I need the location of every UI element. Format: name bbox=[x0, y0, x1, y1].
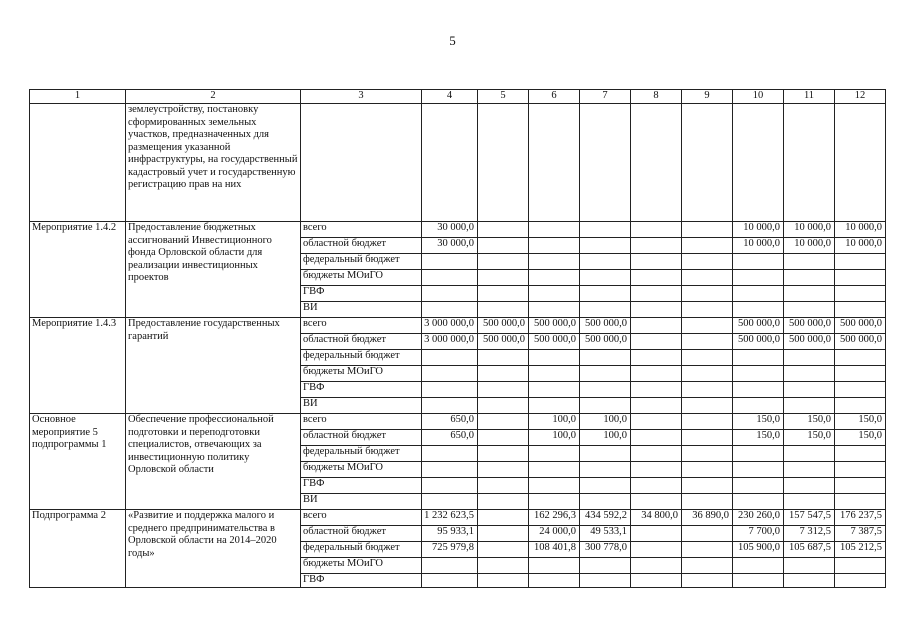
amount-cell bbox=[478, 574, 529, 588]
amount-cell: 10 000,0 bbox=[733, 222, 784, 238]
funding-source-cell: бюджеты МОиГО bbox=[301, 558, 422, 574]
amount-cell: 500 000,0 bbox=[478, 334, 529, 350]
amount-cell: 500 000,0 bbox=[835, 318, 886, 334]
amount-cell: 500 000,0 bbox=[529, 334, 580, 350]
amount-cell bbox=[631, 558, 682, 574]
funding-source-cell: всего bbox=[301, 510, 422, 526]
page-number: 5 bbox=[449, 33, 456, 48]
amount-cell bbox=[631, 222, 682, 238]
amount-cell bbox=[631, 478, 682, 494]
measure-description-cell: Предоставление государственных гарантий bbox=[126, 318, 301, 414]
amount-cell: 95 933,1 bbox=[422, 526, 478, 542]
measure-name-cell bbox=[30, 104, 126, 222]
amount-cell: 108 401,8 bbox=[529, 542, 580, 558]
amount-cell: 3 000 000,0 bbox=[422, 318, 478, 334]
amount-cell bbox=[422, 286, 478, 302]
amount-cell bbox=[733, 366, 784, 382]
amount-cell bbox=[529, 222, 580, 238]
column-header-7: 7 bbox=[580, 90, 631, 104]
measure-name-cell: Мероприятие 1.4.3 bbox=[30, 318, 126, 414]
amount-cell: 725 979,8 bbox=[422, 542, 478, 558]
amount-cell bbox=[580, 302, 631, 318]
amount-cell bbox=[682, 382, 733, 398]
amount-cell: 176 237,5 bbox=[835, 510, 886, 526]
amount-cell bbox=[733, 558, 784, 574]
amount-cell: 49 533,1 bbox=[580, 526, 631, 542]
amount-cell bbox=[682, 366, 733, 382]
amount-cell: 10 000,0 bbox=[784, 238, 835, 254]
amount-cell bbox=[422, 478, 478, 494]
amount-cell bbox=[529, 270, 580, 286]
amount-cell bbox=[478, 238, 529, 254]
amount-cell bbox=[580, 286, 631, 302]
amount-cell: 500 000,0 bbox=[478, 318, 529, 334]
amount-cell bbox=[580, 350, 631, 366]
amount-cell bbox=[580, 270, 631, 286]
amount-cell bbox=[682, 526, 733, 542]
measure-description-cell: Обеспечение профессиональной подготовки и переподготовки специалистов, отвечающих за инвестиционную политику Орловской области bbox=[126, 414, 301, 510]
funding-source-cell: федеральный бюджет bbox=[301, 254, 422, 270]
amount-cell bbox=[784, 302, 835, 318]
funding-source-cell: ГВФ bbox=[301, 574, 422, 588]
amount-cell bbox=[478, 286, 529, 302]
funding-source-cell: областной бюджет bbox=[301, 238, 422, 254]
amount-cell: 1 232 623,5 bbox=[422, 510, 478, 526]
amount-cell bbox=[580, 478, 631, 494]
amount-cell bbox=[478, 430, 529, 446]
funding-source-cell: всего bbox=[301, 318, 422, 334]
amount-cell: 500 000,0 bbox=[529, 318, 580, 334]
amount-cell bbox=[478, 446, 529, 462]
amount-cell bbox=[682, 334, 733, 350]
amount-cell bbox=[529, 446, 580, 462]
amount-cell bbox=[422, 254, 478, 270]
amount-cell bbox=[580, 238, 631, 254]
amount-cell bbox=[835, 558, 886, 574]
amount-cell bbox=[631, 382, 682, 398]
amount-cell bbox=[529, 350, 580, 366]
funding-source-cell: бюджеты МОиГО bbox=[301, 366, 422, 382]
funding-source-cell: бюджеты МОиГО bbox=[301, 462, 422, 478]
amount-cell: 3 000 000,0 bbox=[422, 334, 478, 350]
amount-cell bbox=[682, 430, 733, 446]
budget-table bbox=[29, 89, 886, 588]
amount-cell bbox=[682, 302, 733, 318]
amount-cell: 162 296,3 bbox=[529, 510, 580, 526]
amount-cell bbox=[784, 558, 835, 574]
column-header-2: 2 bbox=[126, 90, 301, 104]
table-row bbox=[30, 104, 886, 222]
amount-cell bbox=[478, 526, 529, 542]
amount-cell bbox=[733, 574, 784, 588]
amount-cell bbox=[529, 302, 580, 318]
amount-cell bbox=[529, 366, 580, 382]
amount-cell: 157 547,5 bbox=[784, 510, 835, 526]
amount-cell bbox=[682, 254, 733, 270]
amount-cell bbox=[529, 254, 580, 270]
amount-cell bbox=[478, 398, 529, 414]
amount-cell bbox=[631, 286, 682, 302]
amount-cell: 10 000,0 bbox=[784, 222, 835, 238]
amount-cell bbox=[631, 462, 682, 478]
amount-cell bbox=[733, 254, 784, 270]
column-header-4: 4 bbox=[422, 90, 478, 104]
amount-cell bbox=[784, 398, 835, 414]
amount-cell bbox=[580, 574, 631, 588]
amount-cell bbox=[835, 574, 886, 588]
amount-cell: 434 592,2 bbox=[580, 510, 631, 526]
funding-source-cell: федеральный бюджет bbox=[301, 542, 422, 558]
amount-cell bbox=[631, 414, 682, 430]
amount-cell bbox=[580, 254, 631, 270]
amount-cell: 10 000,0 bbox=[835, 238, 886, 254]
column-header-8: 8 bbox=[631, 90, 682, 104]
amount-cell: 500 000,0 bbox=[784, 334, 835, 350]
amount-cell bbox=[529, 382, 580, 398]
amount-cell: 500 000,0 bbox=[784, 318, 835, 334]
amount-cell bbox=[682, 318, 733, 334]
amount-cell bbox=[733, 270, 784, 286]
funding-source-cell: ВИ bbox=[301, 494, 422, 510]
amount-cell bbox=[478, 350, 529, 366]
funding-source-cell: ВИ bbox=[301, 398, 422, 414]
amount-cell bbox=[784, 574, 835, 588]
amount-cell: 150,0 bbox=[733, 430, 784, 446]
amount-cell bbox=[580, 462, 631, 478]
amount-cell: 36 890,0 bbox=[682, 510, 733, 526]
amount-cell bbox=[580, 446, 631, 462]
amount-cell bbox=[422, 270, 478, 286]
measure-description-cell: «Развитие и поддержка малого и среднего предпринимательства в Орловской области на 2014–2020 годы» bbox=[126, 510, 301, 588]
column-header-6: 6 bbox=[529, 90, 580, 104]
amount-cell bbox=[733, 478, 784, 494]
amount-cell bbox=[631, 446, 682, 462]
funding-source-cell: областной бюджет bbox=[301, 334, 422, 350]
amount-cell bbox=[631, 302, 682, 318]
amount-cell bbox=[422, 494, 478, 510]
amount-cell: 150,0 bbox=[835, 430, 886, 446]
amount-cell: 105 900,0 bbox=[733, 542, 784, 558]
amount-cell: 10 000,0 bbox=[733, 238, 784, 254]
table-row bbox=[30, 510, 886, 526]
amount-cell bbox=[835, 462, 886, 478]
table-row bbox=[30, 222, 886, 238]
amount-cell bbox=[631, 398, 682, 414]
column-header-1: 1 bbox=[30, 90, 126, 104]
column-header-10: 10 bbox=[733, 90, 784, 104]
amount-cell bbox=[835, 398, 886, 414]
amount-cell bbox=[422, 350, 478, 366]
amount-cell bbox=[580, 398, 631, 414]
table-row bbox=[30, 414, 886, 430]
amount-cell bbox=[478, 542, 529, 558]
funding-source-cell: ГВФ bbox=[301, 286, 422, 302]
amount-cell: 24 000,0 bbox=[529, 526, 580, 542]
amount-cell bbox=[835, 382, 886, 398]
amount-cell bbox=[580, 104, 631, 222]
amount-cell bbox=[580, 494, 631, 510]
column-header-12: 12 bbox=[835, 90, 886, 104]
amount-cell bbox=[733, 446, 784, 462]
amount-cell bbox=[682, 238, 733, 254]
amount-cell bbox=[682, 462, 733, 478]
amount-cell bbox=[631, 270, 682, 286]
amount-cell: 105 687,5 bbox=[784, 542, 835, 558]
amount-cell: 500 000,0 bbox=[580, 334, 631, 350]
amount-cell bbox=[784, 350, 835, 366]
amount-cell bbox=[733, 398, 784, 414]
amount-cell bbox=[682, 446, 733, 462]
amount-cell bbox=[733, 350, 784, 366]
measure-name-cell: Мероприятие 1.4.2 bbox=[30, 222, 126, 318]
amount-cell bbox=[478, 478, 529, 494]
amount-cell: 500 000,0 bbox=[835, 334, 886, 350]
funding-source-cell: ГВФ bbox=[301, 478, 422, 494]
amount-cell bbox=[835, 270, 886, 286]
amount-cell bbox=[682, 542, 733, 558]
amount-cell bbox=[835, 446, 886, 462]
amount-cell: 7 387,5 bbox=[835, 526, 886, 542]
amount-cell: 100,0 bbox=[580, 430, 631, 446]
amount-cell bbox=[580, 366, 631, 382]
amount-cell bbox=[682, 270, 733, 286]
amount-cell bbox=[784, 382, 835, 398]
amount-cell: 150,0 bbox=[733, 414, 784, 430]
amount-cell bbox=[835, 302, 886, 318]
amount-cell bbox=[478, 222, 529, 238]
table-row bbox=[30, 318, 886, 334]
amount-cell: 300 778,0 bbox=[580, 542, 631, 558]
header-row bbox=[30, 90, 886, 104]
amount-cell bbox=[529, 398, 580, 414]
amount-cell bbox=[631, 494, 682, 510]
column-header-5: 5 bbox=[478, 90, 529, 104]
amount-cell: 10 000,0 bbox=[835, 222, 886, 238]
column-header-3: 3 bbox=[301, 90, 422, 104]
amount-cell bbox=[733, 302, 784, 318]
amount-cell bbox=[529, 104, 580, 222]
funding-source-cell: федеральный бюджет bbox=[301, 446, 422, 462]
amount-cell bbox=[682, 478, 733, 494]
amount-cell bbox=[422, 104, 478, 222]
amount-cell: 30 000,0 bbox=[422, 222, 478, 238]
amount-cell bbox=[478, 414, 529, 430]
amount-cell bbox=[784, 254, 835, 270]
amount-cell bbox=[529, 286, 580, 302]
amount-cell: 650,0 bbox=[422, 430, 478, 446]
amount-cell bbox=[682, 494, 733, 510]
amount-cell bbox=[478, 462, 529, 478]
amount-cell bbox=[835, 494, 886, 510]
amount-cell bbox=[682, 104, 733, 222]
amount-cell bbox=[784, 446, 835, 462]
amount-cell: 500 000,0 bbox=[733, 318, 784, 334]
amount-cell bbox=[733, 286, 784, 302]
amount-cell bbox=[478, 270, 529, 286]
amount-cell bbox=[478, 366, 529, 382]
amount-cell bbox=[784, 478, 835, 494]
amount-cell: 500 000,0 bbox=[733, 334, 784, 350]
amount-cell bbox=[631, 526, 682, 542]
amount-cell bbox=[784, 286, 835, 302]
amount-cell bbox=[733, 462, 784, 478]
amount-cell: 150,0 bbox=[784, 430, 835, 446]
amount-cell bbox=[529, 558, 580, 574]
amount-cell bbox=[835, 366, 886, 382]
amount-cell bbox=[835, 104, 886, 222]
funding-source-cell: ВИ bbox=[301, 302, 422, 318]
amount-cell bbox=[682, 414, 733, 430]
amount-cell bbox=[529, 478, 580, 494]
amount-cell: 150,0 bbox=[784, 414, 835, 430]
amount-cell: 230 260,0 bbox=[733, 510, 784, 526]
amount-cell bbox=[478, 254, 529, 270]
amount-cell bbox=[422, 382, 478, 398]
amount-cell bbox=[478, 382, 529, 398]
funding-source-cell: ГВФ bbox=[301, 382, 422, 398]
amount-cell bbox=[682, 222, 733, 238]
amount-cell bbox=[784, 104, 835, 222]
amount-cell bbox=[529, 238, 580, 254]
amount-cell bbox=[784, 366, 835, 382]
amount-cell bbox=[422, 366, 478, 382]
funding-source-cell: федеральный бюджет bbox=[301, 350, 422, 366]
amount-cell bbox=[478, 510, 529, 526]
funding-source-cell bbox=[301, 104, 422, 222]
amount-cell bbox=[422, 446, 478, 462]
funding-source-cell: бюджеты МОиГО bbox=[301, 270, 422, 286]
amount-cell bbox=[835, 350, 886, 366]
amount-cell: 34 800,0 bbox=[631, 510, 682, 526]
amount-cell bbox=[631, 430, 682, 446]
amount-cell bbox=[631, 318, 682, 334]
amount-cell bbox=[733, 382, 784, 398]
amount-cell bbox=[631, 542, 682, 558]
amount-cell bbox=[631, 574, 682, 588]
amount-cell bbox=[631, 254, 682, 270]
column-header-11: 11 bbox=[784, 90, 835, 104]
amount-cell bbox=[529, 494, 580, 510]
amount-cell bbox=[682, 558, 733, 574]
amount-cell bbox=[478, 302, 529, 318]
amount-cell: 500 000,0 bbox=[580, 318, 631, 334]
amount-cell: 7 700,0 bbox=[733, 526, 784, 542]
amount-cell bbox=[835, 478, 886, 494]
amount-cell bbox=[631, 350, 682, 366]
amount-cell: 7 312,5 bbox=[784, 526, 835, 542]
amount-cell bbox=[631, 238, 682, 254]
measure-name-cell: Основное мероприятие 5 подпрограммы 1 bbox=[30, 414, 126, 510]
amount-cell bbox=[784, 494, 835, 510]
amount-cell bbox=[422, 558, 478, 574]
amount-cell bbox=[682, 574, 733, 588]
amount-cell: 100,0 bbox=[529, 430, 580, 446]
amount-cell: 30 000,0 bbox=[422, 238, 478, 254]
amount-cell bbox=[631, 104, 682, 222]
amount-cell bbox=[478, 494, 529, 510]
amount-cell bbox=[682, 350, 733, 366]
amount-cell bbox=[529, 574, 580, 588]
amount-cell bbox=[784, 270, 835, 286]
amount-cell bbox=[682, 398, 733, 414]
measure-description-cell: землеустройству, постановку сформированных земельных участков, предназначенных для размещения указанной инфраструктуры, на государственный кадастровый учет и государственную регистрацию прав на них bbox=[126, 104, 301, 222]
measure-description-cell: Предоставление бюджетных ассигнований Инвестиционного фонда Орловской области для реализации инвестиционных проектов bbox=[126, 222, 301, 318]
amount-cell bbox=[580, 222, 631, 238]
amount-cell bbox=[478, 104, 529, 222]
amount-cell bbox=[835, 254, 886, 270]
funding-source-cell: всего bbox=[301, 222, 422, 238]
amount-cell bbox=[580, 558, 631, 574]
amount-cell bbox=[835, 286, 886, 302]
amount-cell: 100,0 bbox=[529, 414, 580, 430]
amount-cell: 150,0 bbox=[835, 414, 886, 430]
amount-cell bbox=[733, 494, 784, 510]
amount-cell bbox=[529, 462, 580, 478]
amount-cell: 100,0 bbox=[580, 414, 631, 430]
amount-cell bbox=[422, 398, 478, 414]
amount-cell bbox=[422, 462, 478, 478]
funding-source-cell: областной бюджет bbox=[301, 526, 422, 542]
funding-source-cell: всего bbox=[301, 414, 422, 430]
amount-cell bbox=[422, 574, 478, 588]
amount-cell bbox=[784, 462, 835, 478]
amount-cell bbox=[631, 334, 682, 350]
amount-cell: 105 212,5 bbox=[835, 542, 886, 558]
amount-cell bbox=[422, 302, 478, 318]
amount-cell: 650,0 bbox=[422, 414, 478, 430]
amount-cell bbox=[733, 104, 784, 222]
amount-cell bbox=[478, 558, 529, 574]
column-header-9: 9 bbox=[682, 90, 733, 104]
measure-name-cell: Подпрограмма 2 bbox=[30, 510, 126, 588]
amount-cell bbox=[631, 366, 682, 382]
amount-cell bbox=[580, 382, 631, 398]
amount-cell bbox=[682, 286, 733, 302]
funding-source-cell: областной бюджет bbox=[301, 430, 422, 446]
